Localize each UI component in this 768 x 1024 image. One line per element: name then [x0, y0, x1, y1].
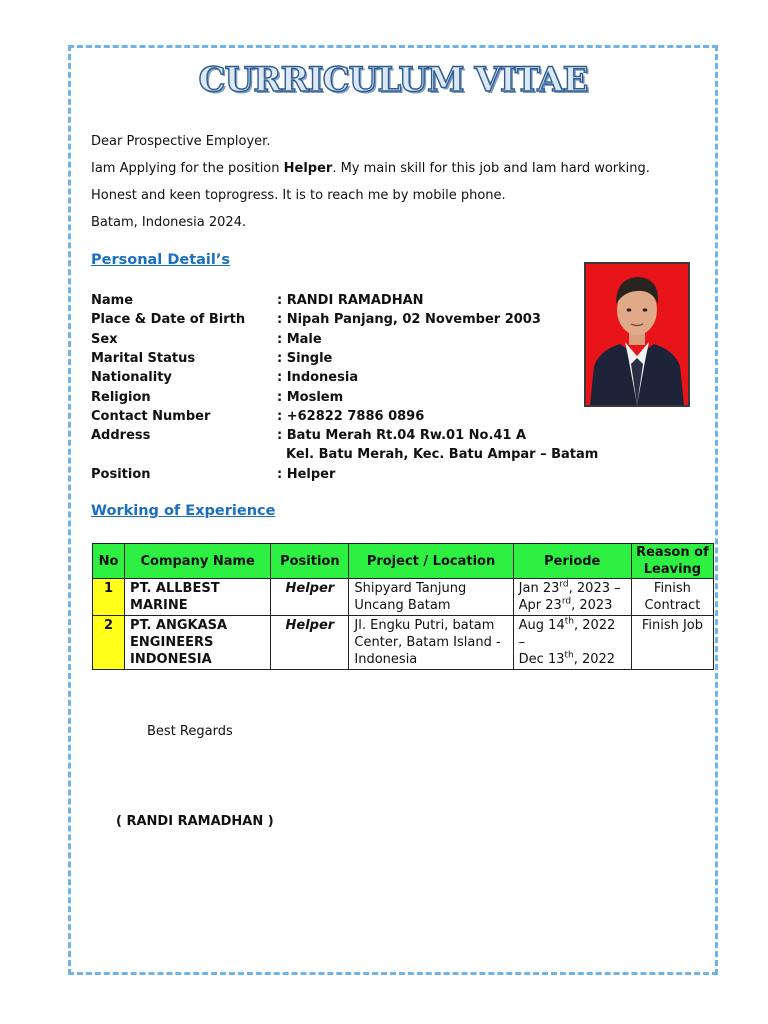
reason-cell: Finish Job [631, 616, 713, 670]
intro-greeting: Dear Prospective Employer. [91, 134, 271, 149]
detail-value: : Male [277, 331, 322, 347]
table-row [93, 616, 714, 670]
ordinal-suffix: rd [559, 579, 569, 590]
period-text: Aug 14 [518, 618, 565, 633]
column-header: Position [271, 544, 349, 579]
closing-regards: Best Regards [147, 724, 233, 739]
period-cell [513, 579, 631, 616]
location-cell: Shipyard Tanjung Uncang Batam [349, 579, 513, 616]
applied-position: Helper [283, 161, 333, 176]
intro-line-3: Honest and keen toprogress. It is to reach me by mobile phone. [91, 188, 506, 203]
column-header: Company Name [125, 544, 271, 579]
period-text: Apr 23 [518, 598, 562, 613]
position-cell: Helper [271, 579, 349, 616]
signature-name: ( RANDI RAMADHAN ) [116, 814, 274, 829]
detail-value: : Helper [277, 466, 336, 482]
detail-label: Marital Status [91, 350, 196, 366]
detail-label: Position [91, 466, 151, 482]
column-header: Project / Location [349, 544, 513, 579]
detail-value: : Batu Merah Rt.04 Rw.01 No.41 A [277, 428, 527, 444]
period-cell [513, 616, 631, 670]
ordinal-suffix: th [564, 650, 574, 661]
ordinal-suffix: th [564, 616, 574, 627]
row-number: 2 [93, 616, 125, 670]
detail-value: : +62822 7886 0896 [277, 408, 425, 424]
detail-label: Address [91, 428, 151, 444]
intro-text: Iam Applying for the position [91, 161, 284, 176]
person-photo-icon [586, 264, 688, 405]
document-title: CURRICULUM VITAE [198, 60, 588, 100]
detail-value: : RANDI RAMADHAN [277, 293, 424, 308]
detail-value: : Single [277, 350, 333, 366]
table-header-row [93, 544, 714, 579]
detail-label: Religion [91, 389, 151, 405]
column-header: No [93, 544, 125, 579]
profile-photo [584, 262, 690, 407]
period-text: , 2022 – [518, 618, 616, 650]
column-header: Reason of Leaving [631, 544, 713, 579]
location-cell: Jl. Engku Putri, batam Center, Batam Island - Indonesia [349, 616, 513, 670]
period-text: Jan 23 [518, 581, 560, 596]
position-cell: Helper [271, 616, 349, 670]
row-number: 1 [93, 579, 125, 616]
personal-details-heading: Personal Detail’s [91, 252, 230, 268]
detail-label: Place & Date of Birth [91, 312, 246, 328]
detail-label: Contact Number [91, 408, 211, 424]
experience-table [92, 543, 714, 670]
period-text: , 2023 [571, 598, 613, 613]
company-name: PT. ANGKASA ENGINEERS INDONESIA [125, 616, 271, 670]
intro-line-2 [91, 161, 650, 177]
detail-value: Kel. Batu Merah, Kec. Batu Ampar – Batam [277, 447, 599, 463]
detail-value: : Nipah Panjang, 02 November 2003 [277, 312, 541, 328]
experience-heading: Working of Experience [91, 503, 276, 519]
company-name: PT. ALLBEST MARINE [125, 579, 271, 616]
column-header: Periode [513, 544, 631, 579]
intro-text: . My main skill for this job and Iam hard working. [332, 161, 650, 176]
ordinal-suffix: rd [561, 596, 572, 607]
detail-value: : Indonesia [277, 370, 359, 386]
intro-line-4: Batam, Indonesia 2024. [91, 215, 247, 230]
detail-value: : Moslem [277, 389, 344, 405]
period-text: Dec 13 [518, 652, 565, 667]
period-text: , 2022 [573, 652, 616, 667]
detail-label: Nationality [91, 370, 172, 386]
period-text: , 2023 – [568, 581, 621, 596]
detail-label: Name [91, 293, 134, 308]
table-row [93, 579, 714, 616]
reason-cell: Finish Contract [631, 579, 713, 616]
detail-label: Sex [91, 331, 118, 347]
